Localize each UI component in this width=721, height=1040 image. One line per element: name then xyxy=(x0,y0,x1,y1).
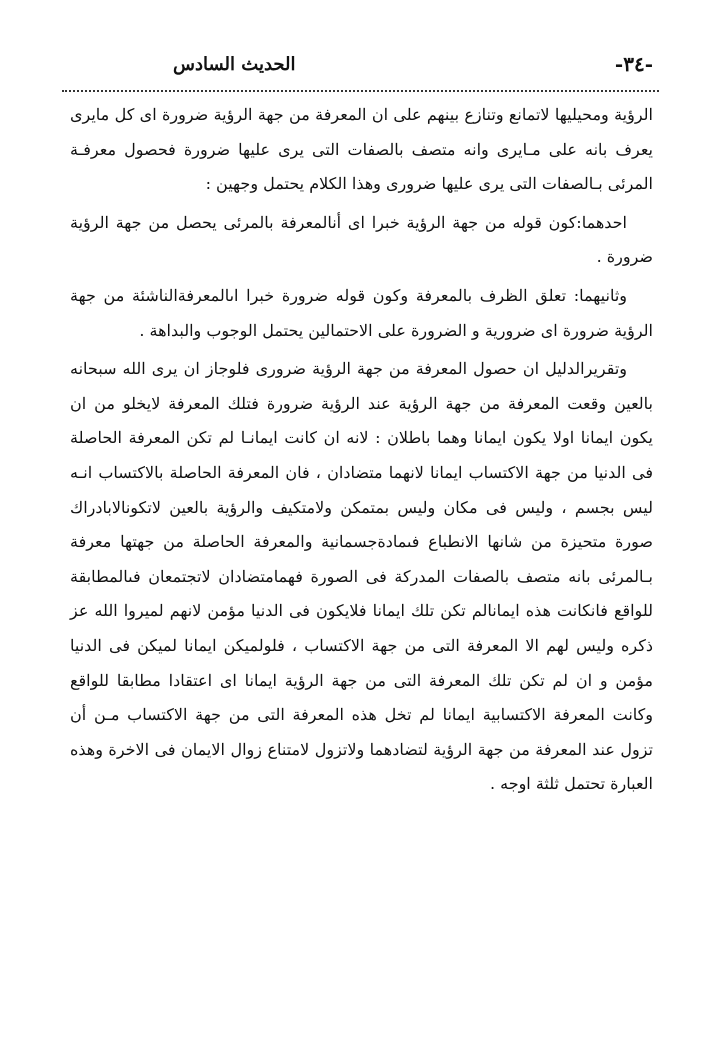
body-text xyxy=(70,98,653,806)
page-header xyxy=(68,52,653,82)
header-divider xyxy=(62,90,659,92)
page-number: -٣٤- xyxy=(614,52,653,76)
paragraph-2: احدهما:كون قوله من جهة الرؤية خبرا اى أنالمعرفة بالمرئى يحصل من جهة الرؤية ضرورة . xyxy=(70,212,653,267)
paragraph-4: وتقريرالدليل ان حصول المعرفة من جهة الرؤية ضرورى فلوجاز ان يرى الله سبحانه بالعين وقعت المعرفة من جهة الرؤية عند الرؤية ضرورة فتلك المعرفة لايخلو من ان يكون ايمانا اولا يكون ايمانا وهما باطلان : لانه ان كانت ايمانـا لم تكن المعرفة الحاصلة فى الدنيا من جهة الاكتساب ايمانا لانهما متضادان ، فان المعرفة الحاصلة بالاكتساب انـه ليس بجسم ، وليس فى مكان وليس بمتمكن ولامتكيف والرؤية بالعين لاتكونالابادراك صورة متحيزة من شانها الانطباع فىمادةجسمانية والمعرفة الحاصلة من جهتها معرفة بـالمرئى بانه متصف بالصفات المدركة فى الصورة فهمامتضادان لاتجتمعان فىالمطابقة للواقع فانكانت هذه ايمانالم تكن تلك ايمانا فلايكون فى الدنيا مؤمن لانهم لميروا الله عز ذكره وليس لهم الا المعرفة التى من جهة الاكتساب ، فلولميكن ايمانا لميكن فى الدنيا مؤمن و ان لم تكن تلك المعرفة التى من جهة الرؤية ايمانا اى اعتقادا مطابقا للواقع وكانت المعرفة الاكتسابية ايمانا لم تخل هذه المعرفة التى من جهة الاكتساب مـن أن تزول عند المعرفة من جهة الرؤية لتضادهما ولاتزول لامتناع زوال الايمان فى الاخرة وهذه العبارة تحتمل ثلثة اوجه . xyxy=(70,359,654,794)
running-title: الحديث السادس xyxy=(173,54,296,75)
paragraph-3: وثانيهما: تعلق الظرف بالمعرفة وكون قوله ضرورة خبرا اىالمعرفةالناشئة من جهة الرؤية ضرورة اى ضرورية و الضرورة على الاحتمالين يحتمل الوجوب والبداهة . xyxy=(70,285,653,340)
paragraph-1: الرؤية ومحيليها لاتمانع وتنازع بينهم على ان المعرفة من جهة الرؤية ضرورة اى كل مايرى يعرف بانه على مـايرى وانه متصف بالصفات التى يرى عليها ضرورة فحصول معرفـة المرئى بـالصفات التى يرى عليها ضرورى وهذا الكلام يحتمل وجهين : xyxy=(70,105,653,194)
